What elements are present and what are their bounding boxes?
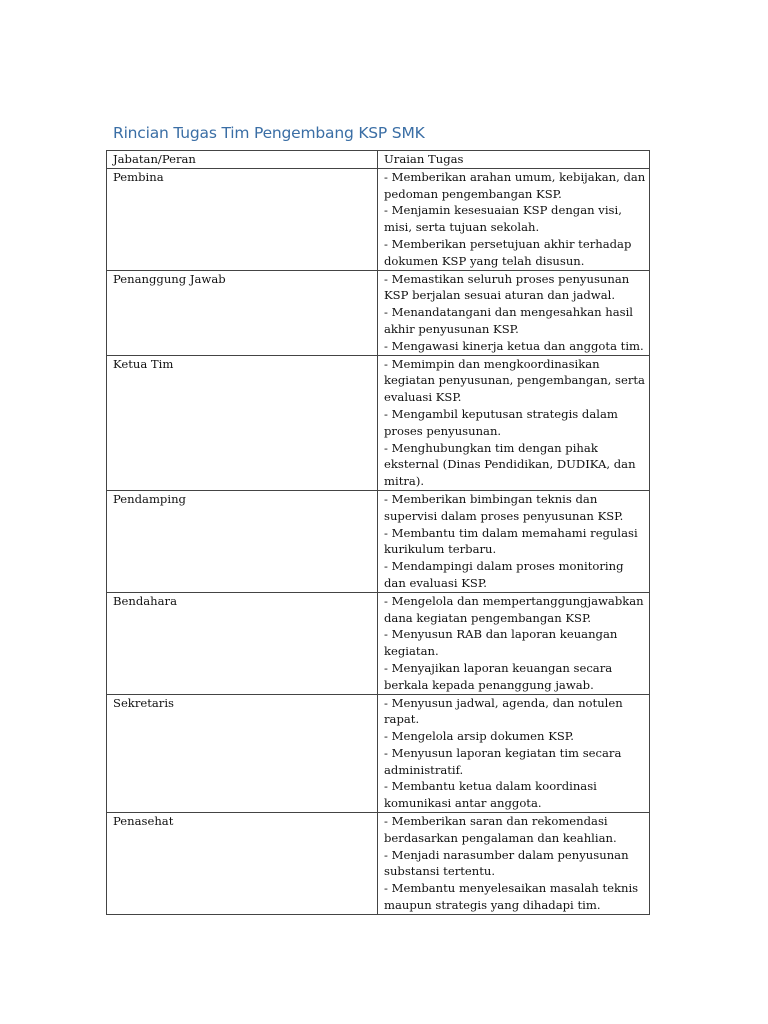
duty-item: - Memimpin dan mengkoordinasikan kegiatan penyusunan, pengembangan, serta evaluasi KSP. — [384, 356, 645, 405]
duty-item: - Menjamin kesesuaian KSP dengan visi, misi, serta tujuan sekolah. — [384, 203, 622, 235]
duties-cell — [378, 592, 650, 694]
table-row — [107, 694, 650, 813]
duty-item: - Menghubungkan tim dengan pihak eksternal (Dinas Pendidikan, DUDIKA, dan mitra). — [384, 440, 636, 489]
duty-item: - Mengelola arsip dokumen KSP. — [384, 729, 574, 744]
duty-item: - Menyusun jadwal, agenda, dan notulen rapat. — [384, 695, 623, 727]
role-cell: Penasehat — [107, 813, 378, 915]
role-cell: Ketua Tim — [107, 355, 378, 490]
role-cell: Bendahara — [107, 592, 378, 694]
duties-cell — [378, 270, 650, 355]
duty-item: - Mengelola dan mempertanggungjawabkan dana kegiatan pengembangan KSP. — [384, 593, 644, 625]
duty-item: - Memberikan saran dan rekomendasi berdasarkan pengalaman dan keahlian. — [384, 814, 617, 845]
duty-item: - Memberikan persetujuan akhir terhadap dokumen KSP yang telah disusun. — [384, 236, 632, 268]
table-row — [107, 270, 650, 355]
table-row — [107, 592, 650, 694]
role-cell: Pembina — [107, 168, 378, 270]
table-row — [107, 355, 650, 490]
table-row — [107, 490, 650, 592]
column-header-role: Jabatan/Peran — [107, 151, 378, 169]
duty-item: - Membantu ketua dalam koordinasi komunikasi antar anggota. — [384, 779, 597, 811]
duties-cell — [378, 168, 650, 270]
duty-item: - Menyajikan laporan keuangan secara berkala kepada penanggung jawab. — [384, 660, 613, 692]
duty-item: - Mengambil keputusan strategis dalam proses penyusunan. — [384, 406, 618, 438]
table-header-row — [107, 151, 650, 169]
role-cell: Penanggung Jawab — [107, 270, 378, 355]
duty-item: - Memberikan bimbingan teknis dan supervisi dalam proses penyusunan KSP. — [384, 491, 624, 523]
duties-cell — [378, 355, 650, 490]
duty-item: - Menyusun laporan kegiatan tim secara administratif. — [384, 745, 622, 777]
duties-cell — [378, 694, 650, 813]
table-row — [107, 813, 650, 915]
duty-item: - Memastikan seluruh proses penyusunan KSP berjalan sesuai aturan dan jadwal. — [384, 271, 630, 303]
duties-cell — [378, 490, 650, 592]
duty-item: - Menjadi narasumber dalam penyusunan substansi tertentu. — [384, 847, 629, 879]
role-cell: Sekretaris — [107, 694, 378, 813]
duties-cell — [378, 813, 650, 915]
duty-item: - Membantu tim dalam memahami regulasi kurikulum terbaru. — [384, 525, 638, 557]
duty-item: - Menyusun RAB dan laporan keuangan kegiatan. — [384, 627, 618, 659]
duty-item: - Menandatangani dan mengesahkan hasil akhir penyusunan KSP. — [384, 305, 633, 336]
role-cell: Pendamping — [107, 490, 378, 592]
table-row — [107, 168, 650, 270]
duty-item: - Mengawasi kinerja ketua dan anggota tim. — [384, 338, 644, 353]
document-title: Rincian Tugas Tim Pengembang KSP SMK — [113, 124, 425, 142]
duty-item: - Membantu menyelesaikan masalah teknis maupun strategis yang dihadapi tim. — [384, 881, 639, 913]
duty-table — [106, 150, 650, 915]
duty-item: - Memberikan arahan umum, kebijakan, dan pedoman pengembangan KSP. — [384, 169, 646, 201]
duty-item: - Mendampingi dalam proses monitoring dan evaluasi KSP. — [384, 559, 624, 590]
column-header-duties: Uraian Tugas — [378, 151, 650, 169]
